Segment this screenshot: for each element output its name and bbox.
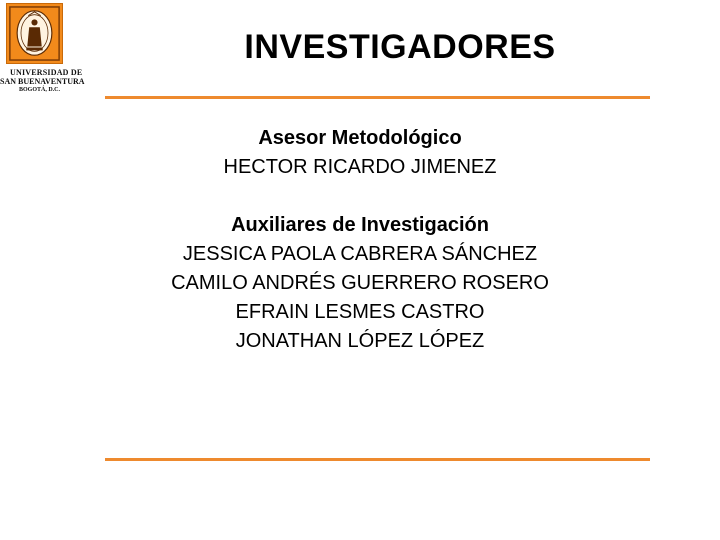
auxiliares-heading: Auxiliares de Investigación [231,214,489,236]
university-logo [0,0,90,100]
logo-city-line: BOGOTÁ, D.C. [19,87,61,93]
auxiliar-name: EFRAIN LESMES CASTRO [235,301,485,323]
asesor-name: HECTOR RICARDO JIMENEZ [223,156,497,178]
top-divider [105,96,650,99]
auxiliar-name: JESSICA PAOLA CABRERA SÁNCHEZ [182,243,538,265]
university-crest-icon [6,3,63,64]
page-title: INVESTIGADORES [244,28,556,66]
asesor-heading: Asesor Metodológico [258,127,462,149]
logo-university-line2: SAN BUENAVENTURA [0,77,85,86]
auxiliar-name: CAMILO ANDRÉS GUERRERO ROSERO [171,272,549,294]
spacer [130,182,590,211]
logo-university-line1: UNIVERSIDAD DE [10,68,83,77]
researchers-list [130,124,590,356]
auxiliar-name: JONATHAN LÓPEZ LÓPEZ [235,330,485,352]
bottom-divider [105,458,650,461]
